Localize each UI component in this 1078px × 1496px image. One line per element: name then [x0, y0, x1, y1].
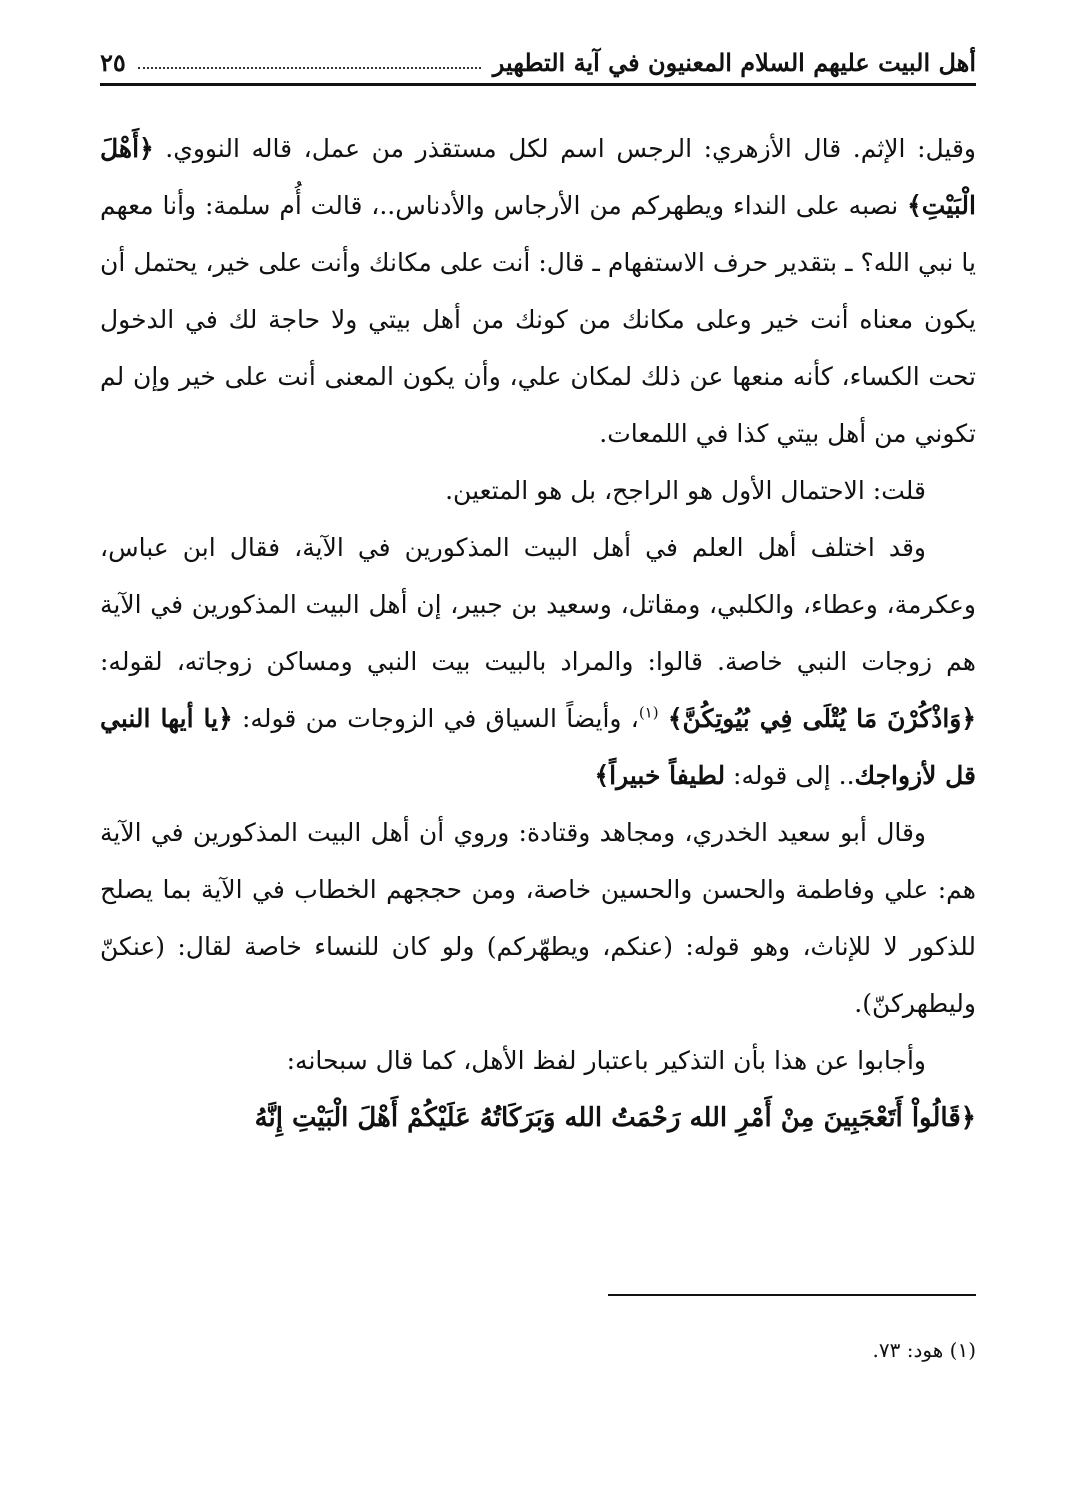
- paragraph-text: .. إلى قوله:: [725, 761, 855, 790]
- footnote-marker: (١): [638, 703, 659, 722]
- page-header: [100, 36, 976, 86]
- running-title: أهل البيت عليهم السلام المعنيون في آية التطهير: [492, 48, 976, 77]
- paragraph-text: وقيل: الإثم. قال الأزهري: الرجس اسم لكل مستقذر من عمل، قاله النووي.: [153, 134, 976, 163]
- footnote: (١) هود: ٧٣.: [872, 1338, 976, 1362]
- quran-quote: ﴿قَالُواْ أَتَعْجَبِينَ مِنْ أَمْرِ الله رَحْمَتُ الله وَبَرَكَاتُهُ عَلَيْكُمْ أَهْلَ الْبَيْتِ إِنَّهُ: [254, 1103, 976, 1133]
- body-text: [100, 120, 976, 1147]
- quran-quote: ﴿وَاذْكُرْنَ مَا يُتْلَى فِي بُيُوتِكُنَّ﴾: [667, 704, 976, 733]
- paragraph: قلت: الاحتمال الأول هو الراجح، بل هو المتعين.: [445, 476, 926, 505]
- paragraph: وقال أبو سعيد الخدري، ومجاهد وقتادة: وروي أن أهل البيت المذكورين في الآية هم: علي وفاطمة والحسن والحسين خاصة، ومن حججهم الخطاب في الآية بما يصلح للذكور لا للإناث، وهو قوله: (عنكم، ويطهّركم) ولو كان للنساء خاصة لقال: (عنكنّ وليطهركنّ).: [100, 818, 976, 1018]
- quran-quote: لطيفاً خبيراً﴾: [594, 761, 726, 790]
- paragraph: [100, 120, 976, 462]
- paragraph: [100, 519, 976, 804]
- paragraph: وأجابوا عن هذا بأن التذكير باعتبار لفظ الأهل، كما قال سبحانه:: [286, 1046, 926, 1075]
- paragraph-text: وقد اختلف أهل العلم في أهل البيت المذكورين في الآية، فقال ابن عباس، وعكرمة، وعطاء، والكلبي، ومقاتل، وسعيد بن جبير، إن أهل البيت المذكورين في الآية هم زوجات النبي خاصة. قالوا: والمراد بالبيت بيت النبي ومساكن زوجاته، لقوله:: [100, 533, 976, 676]
- quran-quote: ﴿يا أيها النبي قل لأزواجك: [100, 704, 976, 790]
- quran-quote: ﴿أَهْلَ الْبَيْتِ﴾: [100, 134, 976, 220]
- page-number: ٢٥: [100, 48, 126, 77]
- paragraph-text: ، وأيضاً السياق في الزوجات من قوله:: [232, 704, 639, 733]
- header-dot-leader: [138, 67, 481, 69]
- paragraph-text: نصبه على النداء ويطهركم من الأرجاس والأدناس..، قالت أُم سلمة: وأنا معهم يا نبي الله؟ ـ بتقدير حرف الاستفهام ـ قال: أنت على مكانك وأنت على خير، يحتمل أن يكون معناه أنت خير وعلى مكانك من كونك من أهل بيتي ولا حاجة لك في الدخول تحت الكساء، كأنه منعها عن ذلك لمكان علي، وأن يكون المعنى أنت على خير وإن لم تكوني من أهل بيتي كذا في اللمعات.: [100, 191, 976, 448]
- footnote-separator: [608, 1294, 976, 1296]
- paragraph: [100, 1089, 976, 1147]
